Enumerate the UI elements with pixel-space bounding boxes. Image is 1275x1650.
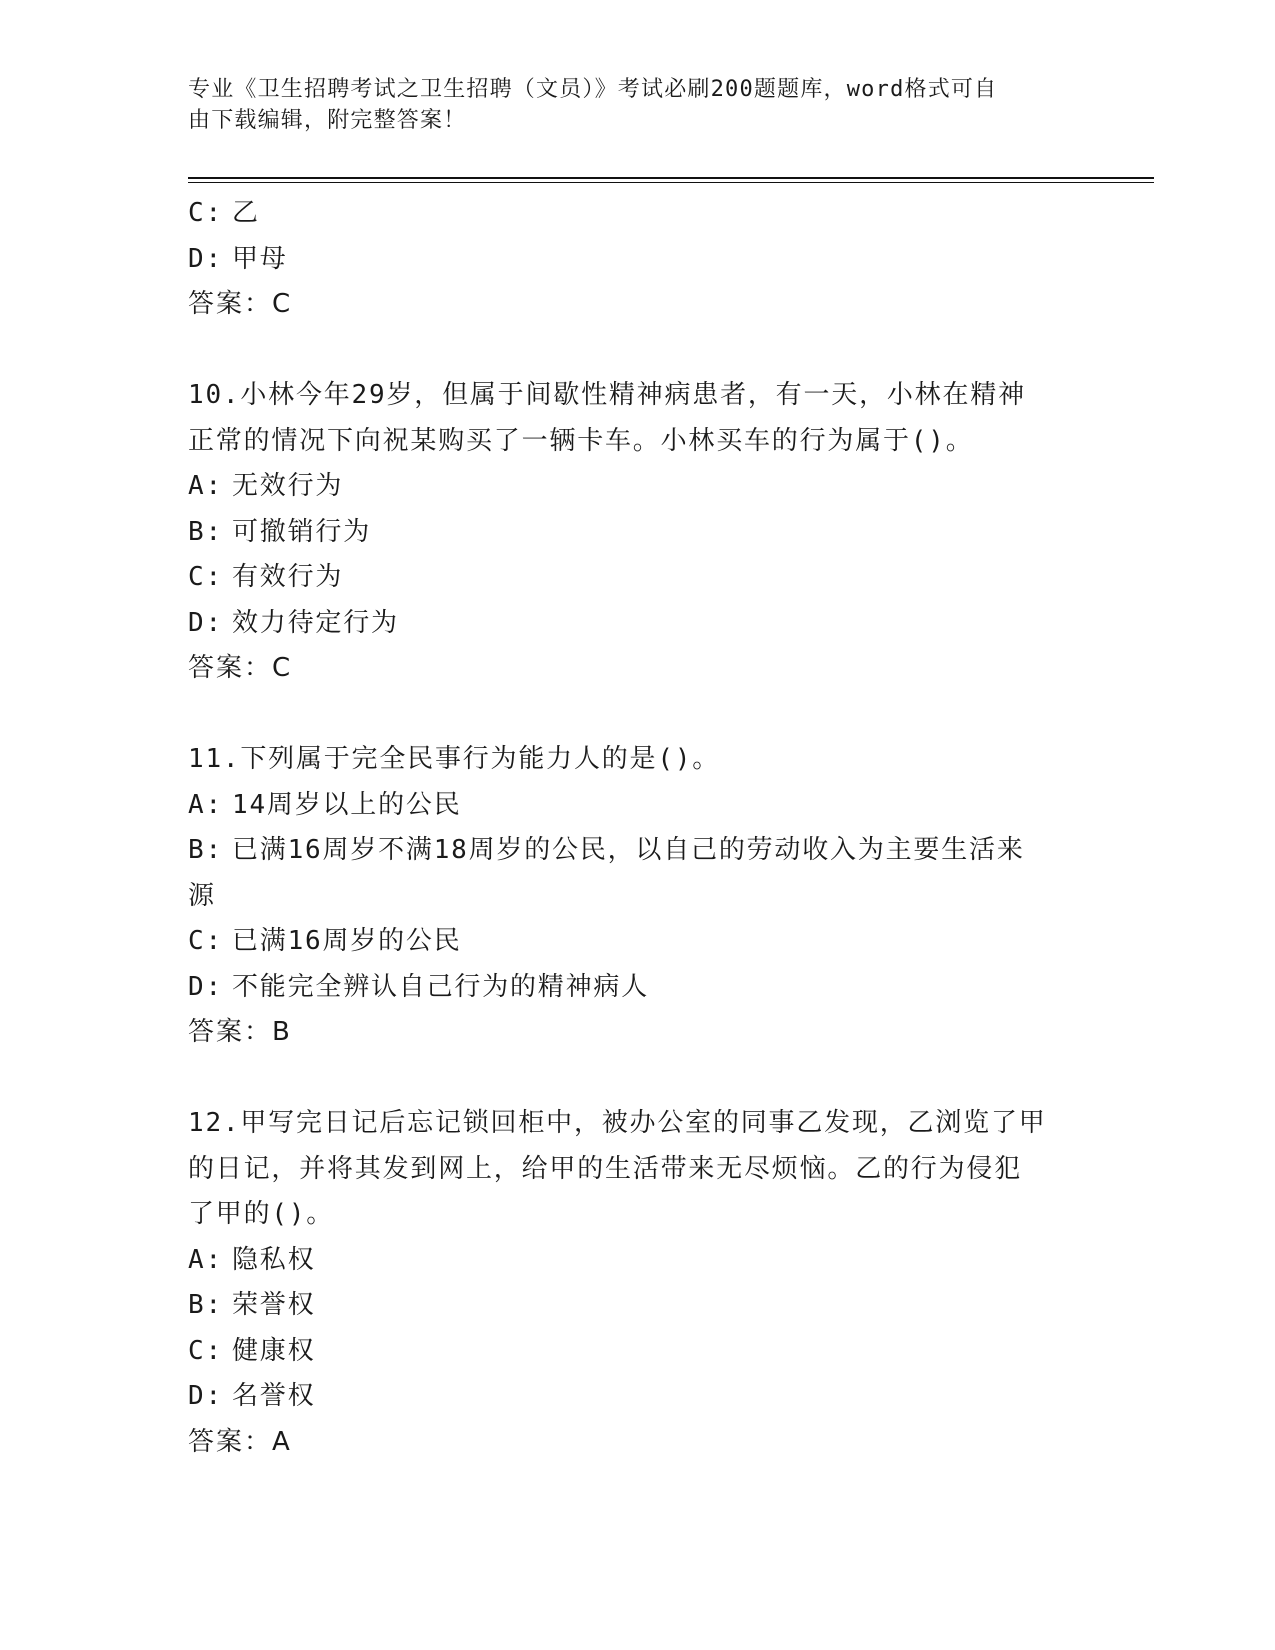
header-divider-thin: [188, 182, 1154, 183]
question-text: 10.小林今年29岁，但属于间歇性精神病患者，有一天，小林在精神: [188, 380, 1026, 410]
option-d: D: 名誉权: [188, 1381, 316, 1411]
header-line-1: 专业《卫生招聘考试之卫生招聘（文员）》考试必刷200题题库，word格式可自: [188, 77, 998, 102]
option-c: C: 乙: [188, 198, 260, 228]
option-c: C: 有效行为: [188, 562, 344, 592]
option-b: B: 已满16周岁不满18周岁的公民，以自己的劳动收入为主要生活来: [188, 835, 1025, 865]
question-12: [188, 1101, 1088, 1465]
previous-question: [188, 191, 1088, 328]
option-a: A: 隐私权: [188, 1244, 316, 1275]
question-10: [188, 373, 1088, 692]
option-b: B: 荣誉权: [188, 1290, 316, 1320]
option-c: C: 健康权: [188, 1335, 316, 1366]
question-list: [188, 191, 1088, 1465]
question-11: [188, 737, 1088, 1056]
question-text: 了甲的()。: [188, 1199, 335, 1229]
option-d: D: 不能完全辨认自己行为的精神病人: [188, 971, 650, 1002]
option-b-continuation: 源: [188, 880, 216, 911]
option-b: B: 可撤销行为: [188, 516, 372, 547]
question-text: 的日记，并将其发到网上，给甲的生活带来无尽烦恼。乙的行为侵犯: [188, 1153, 1023, 1184]
answer: 答案：C: [188, 653, 293, 683]
header-divider-thick: [188, 177, 1154, 179]
question-text: 12.甲写完日记后忘记锁回柜中，被办公室的同事乙发现，乙浏览了甲: [188, 1108, 1047, 1138]
question-text: 11.下列属于完全民事行为能力人的是()。: [188, 744, 721, 774]
document-header: [188, 74, 1068, 136]
option-d: D: 甲母: [188, 243, 288, 274]
answer: 答案：B: [188, 1017, 292, 1047]
header-line-2: 由下载编辑，附完整答案！: [188, 108, 467, 133]
option-c: C: 已满16周岁的公民: [188, 926, 462, 956]
question-text: 正常的情况下向祝某购买了一辆卡车。小林买车的行为属于()。: [188, 425, 974, 456]
answer: 答案：C: [188, 289, 293, 319]
answer: 答案：A: [188, 1426, 292, 1457]
option-d: D: 效力待定行为: [188, 607, 399, 638]
option-a: A: 无效行为: [188, 471, 344, 501]
option-a: A: 14周岁以上的公民: [188, 789, 462, 820]
